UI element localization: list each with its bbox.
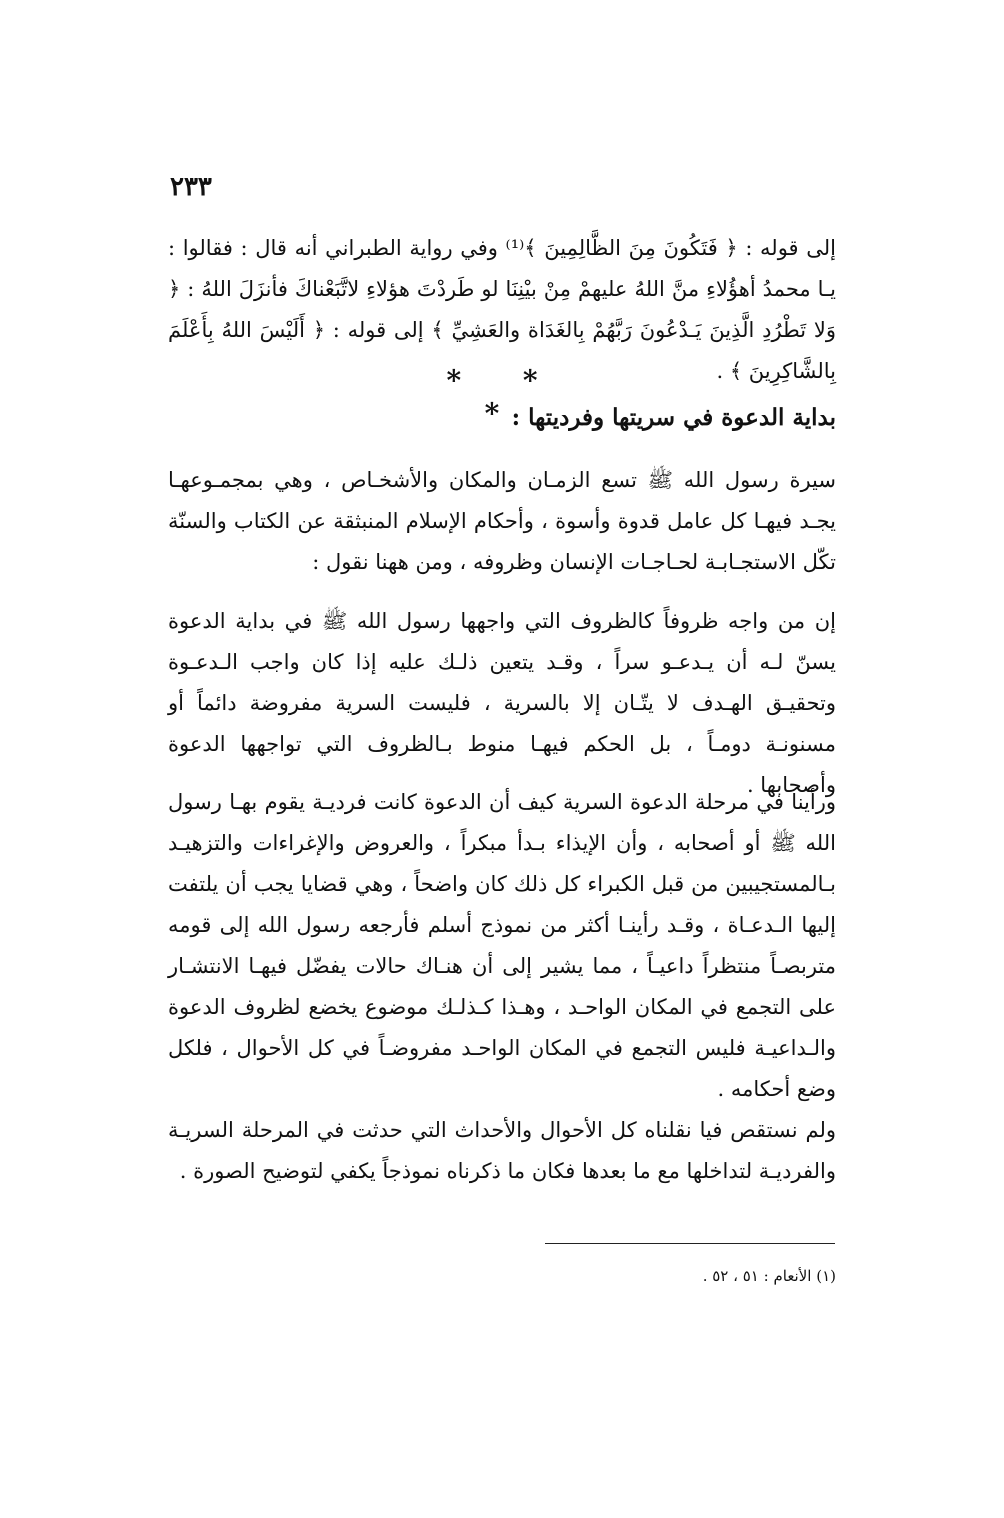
paragraph-3: ورأينا في مرحلة الدعوة السرية كيف أن الدعوة كانت فرديـة يقوم بهـا رسول الله ﷺ أو أصحابه ، وأن الإيذاء بـدأ مبكراً ، والعروض والإغراءات والتزهيـد بـالمستجيبين من قبل الكبراء كل ذلك كان واضحاً ، وهي قضايا يجب أن يلتفت إليها الـدعـاة ، وقـد رأينـا أكثر من نموذج أسلم فأرجعه رسول الله إلى قومه متربصـاً منتظراً داعيـاً ، مما يشير إلى أن هنـاك حالات يفضّل فيهـا الانتشـار على التجمع في المكان الواحـد ، وهـذا كـذلـك موضوع يخضع لظروف الدعوة والـداعيـة فليس التجمع في المكان الواحـد مفروضـاً في كل الأحوال ، فلكل وضع أحكامه . bbox=[168, 790, 836, 1101]
paragraph-1: سيرة رسول الله ﷺ تسع الزمـان والمكان والأشخـاص ، وهي بمجمـوعهـا يجـد فيهـا كل عامل قدوة وأسوة ، وأحكام الإسلام المنبثقة عن الكتاب والسنّة تكّل الاستجـابـة لحـاجـات الإنسان وظروفه ، ومن ههنا نقول : bbox=[168, 468, 836, 574]
section-heading: بداية الدعوة في سريتها وفرديتها : bbox=[511, 404, 836, 431]
footnote-divider bbox=[545, 1243, 835, 1244]
section-separator: * * * bbox=[446, 364, 564, 430]
paragraph-4: ولم نستقص فيا نقلناه كل الأحوال والأحداث التي حدثت في المرحلة السريـة والفرديـة لتداخلها مع ما بعدها فكان ما ذكرناه نموذجاً يكفي لتوضيح الصورة . bbox=[168, 1118, 836, 1183]
footnote: (١) الأنعام : ٥١ ، ٥٢ . bbox=[702, 1267, 836, 1285]
paragraph-2: إن من واجه ظروفاً كالظروف التي واجهها رسول الله ﷺ في بداية الدعوة يسنّ لـه أن يـدعـو سراً ، وقـد يتعين ذلـك عليه إذا كان واجب الـدعـوة وتحقيـق الهـدف لا يتّـان إلا بالسرية ، فليست السرية مفروضة دائماً أو مسنونـة دومـاً ، بل الحكم فيهـا منوط بـالظروف التي تواجهها الدعوة وأصحابها . bbox=[168, 609, 836, 797]
page-number: ٢٣٣ bbox=[170, 172, 212, 202]
intro-paragraph: إلى قوله : ﴿ فَتَكُونَ مِنَ الظَّالِمِينَ ﴾⁽¹⁾ وفي رواية الطبراني أنه قال : فقالوا : يـا محمدُ أهؤُلاءِ منَّ اللهُ عليهمْ مِنْ بيْنِنَا لو طَردْتَ هؤلاءِ لاتَّبَعْناكَ فأنزَلَ اللهُ : ﴿ وَلا تَطْرُدِ الَّذِينَ يَـدْعُونَ رَبَّهُمْ بِالغَدَاة والعَشِيِّ ﴾ إلى قوله : ﴿ أَلَيْسَ اللهُ بِأَعْلَمَ بِالشَّاكِرِينَ ﴾ . bbox=[168, 236, 836, 383]
